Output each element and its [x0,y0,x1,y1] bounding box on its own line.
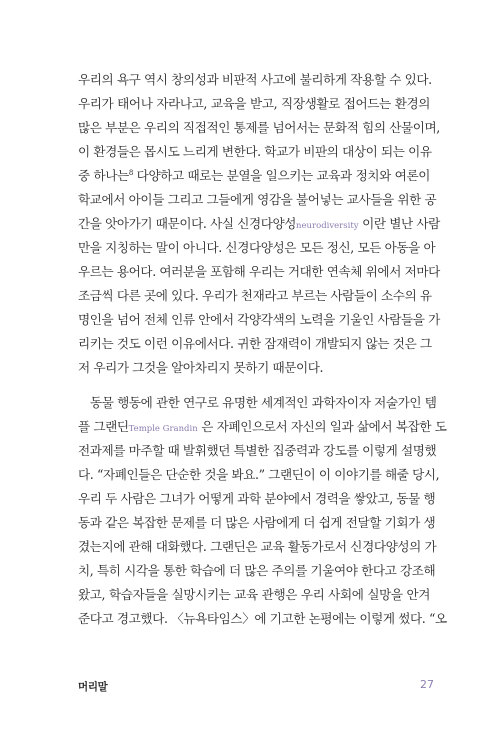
paragraph-2-line-3: 전과제를 마주할 때 발휘했던 특별한 집중력과 강도를 이렇게 설명했 [78,443,437,458]
paragraph-1-line-1: 우리의 욕구 역시 창의성과 비판적 사고에 불리하게 작용할 수 있다. [78,72,432,87]
paragraph-1-line-7 [78,216,440,234]
paragraph-1-line-8: 만을 지칭하는 말이 아니다. 신경다양성은 모든 정신, 모든 아동을 아 [78,240,436,255]
line-5-text-b: 다양하고 때로는 분열을 일으키는 교육과 정치와 여론이 [132,168,430,183]
paragraph-1-line-4: 이 환경들은 몹시도 느리게 변한다. 학교가 비판의 대상이 되는 이유 [78,144,432,159]
paragraph-2-line-4: 다. “자폐인들은 단순한 것을 봐요.” 그랜딘이 이 이야기를 해줄 당시, [78,467,440,482]
english-gloss-neurodiversity: neurodiversity [296,221,359,231]
line-7-text-a: 간을 앗아가기 때문이다. 사실 신경다양성 [78,216,297,231]
line-5-text-a: 중 하나는 [78,168,129,183]
paragraph-2-line-8: 치, 특히 시각을 통한 학습에 더 많은 주의를 기울여야 한다고 강조해 [78,563,436,578]
paragraph-1-line-11: 명인을 넘어 전체 인류 안에서 각양각색의 노력을 기울인 사람들을 가 [78,312,440,327]
paragraph-2-line-2 [78,419,447,437]
paragraph-2-line-10: 준다고 경고했다. 〈뉴욕타임스〉에 기고한 논평에는 이렇게 썼다. “오 [78,611,447,626]
paragraph-1-line-5 [78,168,430,184]
paragraph-1-line-9: 우르는 용어다. 여러분을 포함해 우리는 거대한 연속체 위에서 저마다 [78,264,440,279]
footnote-reference: 8 [128,168,133,177]
paragraph-2-line-5: 우리 두 사람은 그녀가 어떻게 과학 분야에서 경력을 쌓았고, 동물 행 [78,491,436,506]
paragraph-2-line-9: 왔고, 학습자들을 실망시키는 교육 관행은 우리 사회에 실망을 안겨 [78,587,430,602]
page-number: 27 [420,678,434,691]
paragraph-1-line-13: 저 우리가 그것을 알아차리지 못하기 때문이다. [78,360,324,375]
english-gloss-temple-grandin: Temple Grandin [128,424,198,434]
paragraph-1-line-12: 리키는 것도 이런 이유에서다. 귀한 잠재력이 개발되지 않는 것은 그 [78,336,432,351]
line-7-text-b: 이란 별난 사람 [358,216,440,231]
line-2-text-b: 은 자폐인으로서 자신의 일과 삶에서 복잡한 도 [197,419,447,434]
paragraph-1-line-6: 학교에서 아이들 그리고 그들에게 영감을 불어넣는 교사들을 위한 공 [78,192,437,207]
paragraph-2-line-7: 겼는지에 관해 대화했다. 그랜딘은 교육 활동가로서 신경다양성의 가 [78,539,437,554]
paragraph-1-line-2: 우리가 태어나 자라나고, 교육을 받고, 직장생활로 접어드는 환경의 [78,96,430,111]
paragraph-2-line-1: 동물 행동에 관한 연구로 유명한 세계적인 과학자이자 저술가인 템 [90,395,437,410]
paragraph-1-line-10: 조금씩 다른 곳에 있다. 우리가 천재라고 부르는 사람들이 소수의 유 [78,288,432,303]
line-2-text-a: 플 그랜딘 [78,419,129,434]
paragraph-2-line-6: 동과 같은 복잡한 문제를 더 많은 사람에게 더 쉽게 전달할 기회가 생 [78,515,436,530]
running-head: 머리말 [78,681,108,693]
paragraph-1-line-3: 많은 부분은 우리의 직접적인 통제를 넘어서는 문화적 힘의 산물이며, [78,120,440,135]
